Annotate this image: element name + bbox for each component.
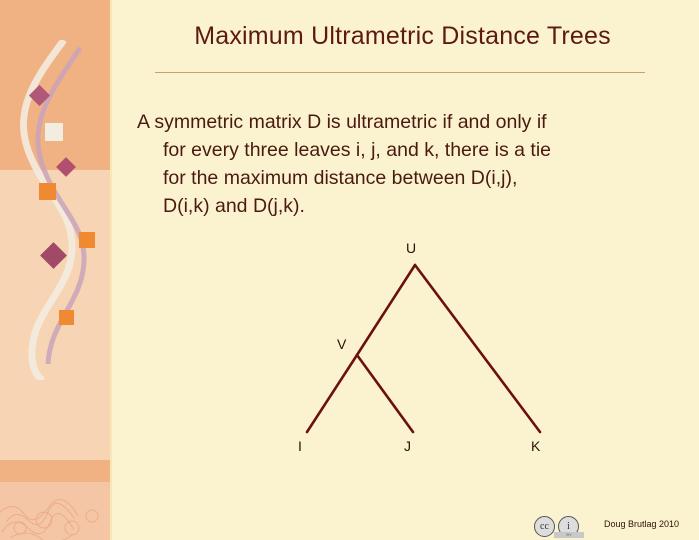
body-paragraph	[137, 108, 657, 220]
decorative-square-7	[59, 310, 74, 325]
band-lower-block	[0, 460, 110, 482]
tree-node-label-u: U	[406, 240, 417, 256]
page-title: Maximum Ultrametric Distance Trees	[194, 22, 611, 50]
tree-node-label-v: V	[337, 336, 347, 352]
credit-text: Doug Brutlag 2010	[604, 519, 680, 529]
decorative-square-6	[79, 232, 95, 248]
body-line-3: for the maximum distance between D(i,j),	[163, 167, 518, 189]
cc-mark-icon: cc	[534, 516, 555, 537]
body-line-4: D(i,k) and D(j,k).	[163, 195, 305, 217]
tree-node-label-i: I	[298, 438, 302, 454]
title-divider	[155, 72, 645, 73]
tree-node-label-k: K	[531, 438, 541, 454]
ribbon-swirl-icon	[0, 40, 110, 380]
cc-by-icon: i	[558, 516, 579, 537]
creative-commons-badge	[534, 515, 596, 537]
tree-node-label-j: J	[404, 438, 411, 454]
band-edge-divider	[110, 0, 112, 540]
ultrametric-tree-figure	[260, 240, 590, 470]
body-line-1: A symmetric matrix D is ultrametric if and only if	[137, 111, 547, 133]
cc-by-label: BY	[554, 532, 584, 538]
band-bottom-texture-icon	[0, 482, 110, 540]
decorative-square-4	[39, 183, 56, 200]
decorative-square-2	[45, 123, 63, 141]
tree-diagram-icon	[260, 240, 590, 470]
body-line-2: for every three leaves i, j, and k, there is a tie	[163, 139, 552, 161]
decorative-side-band	[0, 0, 110, 540]
